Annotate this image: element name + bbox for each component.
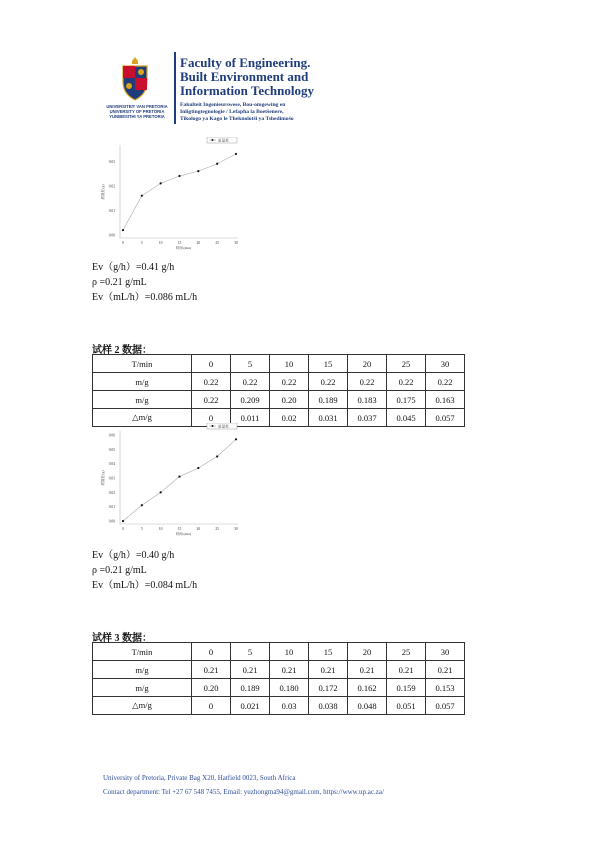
table-cell: 0 — [192, 643, 231, 661]
table-cell: 0.048 — [348, 697, 387, 715]
table-cell: 0.22 — [426, 373, 465, 391]
y-tick-label: 0.01 — [108, 505, 115, 510]
table-cell: 0.159 — [387, 679, 426, 697]
table-cell: 0.189 — [309, 391, 348, 409]
x-tick-label: 10 — [158, 527, 163, 531]
uni-name-sepedi: YUNIBESITHI YA PRETORIA — [109, 114, 165, 119]
faculty-title-line: Faculty of Engineering. — [180, 55, 311, 70]
row-header-cell: m/g — [93, 661, 192, 679]
table-cell: 0.21 — [270, 661, 309, 679]
table-cell: 20 — [348, 355, 387, 373]
table-cell: 0.22 — [192, 373, 231, 391]
sample-2-table — [92, 354, 465, 427]
series-line — [123, 439, 236, 521]
y-tick-label: 0.02 — [108, 184, 115, 189]
table-cell: 0.22 — [231, 373, 270, 391]
table-cell: 0.051 — [387, 697, 426, 715]
table-cell: 0.175 — [387, 391, 426, 409]
table-cell: 0.21 — [231, 661, 270, 679]
header-divider — [174, 52, 176, 124]
table-cell: 0.163 — [426, 391, 465, 409]
table-cell: 20 — [348, 643, 387, 661]
uni-name-afrikaans: UNIVERSITEIT VAN PRETORIA — [106, 104, 168, 109]
row-header-cell: △m/g — [93, 409, 192, 427]
table-cell: 0.22 — [192, 391, 231, 409]
table-cell: 0.21 — [426, 661, 465, 679]
data-point — [216, 455, 218, 457]
y-axis-label: 质量差 (g) — [101, 470, 105, 486]
chart-sample-2 — [96, 423, 246, 536]
faculty-subtitle — [180, 102, 420, 123]
table-cell: 0.057 — [426, 697, 465, 715]
table-row — [93, 373, 465, 391]
x-tick-label: 10 — [158, 241, 163, 245]
x-tick-label: 30 — [234, 241, 238, 245]
table-cell: 10 — [270, 643, 309, 661]
table-cell: 0.22 — [270, 373, 309, 391]
x-tick-label: 15 — [177, 241, 182, 245]
row-header-cell: T/min — [93, 643, 192, 661]
faculty-title-line: Information Technology — [180, 83, 314, 98]
data-point — [141, 504, 143, 506]
table-cell: 0.172 — [309, 679, 348, 697]
x-tick-label: 20 — [196, 241, 201, 245]
y-tick-label: 0.02 — [108, 490, 115, 495]
x-tick-label: 5 — [140, 241, 143, 245]
row-header-cell: T/min — [93, 355, 192, 373]
evaporation-rate-gh: Ev（g/h）=0.40 g/h — [92, 550, 175, 561]
university-crest-icon — [120, 56, 150, 102]
table-cell: 0.162 — [348, 679, 387, 697]
table-cell: 0.153 — [426, 679, 465, 697]
data-point — [178, 475, 180, 477]
table-cell: 0.045 — [387, 409, 426, 427]
table-cell: 0.038 — [309, 697, 348, 715]
table-cell: 0.22 — [309, 373, 348, 391]
x-tick-label: 25 — [215, 527, 219, 531]
table-row — [93, 355, 465, 373]
x-tick-label: 0 — [122, 241, 124, 245]
x-tick-label: 15 — [177, 527, 182, 531]
y-tick-label: 0.00 — [108, 519, 115, 524]
table-cell: 30 — [426, 643, 465, 661]
x-tick-label: 25 — [215, 241, 219, 245]
legend-label: 质量差 — [218, 424, 229, 429]
table-cell: 0.031 — [309, 409, 348, 427]
table-cell: 0.037 — [348, 409, 387, 427]
series-line — [123, 154, 236, 230]
table-cell: 5 — [231, 355, 270, 373]
table-cell: 0.189 — [231, 679, 270, 697]
data-point — [160, 491, 162, 493]
uni-name-english: UNIVERSITY OF PRETORIA — [109, 109, 165, 114]
footer-address: University of Pretoria, Private Bag X20, Hatfield 0023, South Africa — [103, 774, 296, 782]
table-cell: 25 — [387, 355, 426, 373]
faculty-title — [180, 56, 420, 98]
university-names — [102, 104, 172, 119]
table-cell: 0.209 — [231, 391, 270, 409]
table-cell: 0.057 — [426, 409, 465, 427]
y-tick-label: 0.03 — [108, 159, 115, 164]
table-cell: 0.22 — [387, 373, 426, 391]
table-cell: 0.011 — [231, 409, 270, 427]
table-cell: 0.02 — [270, 409, 309, 427]
legend-label: 质量差 — [218, 138, 229, 143]
table-row — [93, 679, 465, 697]
sample-3-table — [92, 642, 465, 715]
legend-marker — [212, 425, 214, 427]
row-header-cell: m/g — [93, 391, 192, 409]
faculty-subtitle-line: Fakulteit Ingenieurswese, Bou-omgewing en — [180, 102, 286, 108]
x-axis-label: 时间 (min) — [175, 246, 192, 250]
x-tick-label: 20 — [196, 527, 201, 531]
table-cell: 0.20 — [270, 391, 309, 409]
x-tick-label: 5 — [140, 527, 143, 531]
sample-3-title: 试样 3 数据： — [92, 633, 152, 644]
y-tick-label: 0.03 — [108, 476, 115, 481]
table-cell: 0.22 — [348, 373, 387, 391]
table-row — [93, 697, 465, 715]
data-point — [141, 195, 143, 197]
table-cell: 0.183 — [348, 391, 387, 409]
table-cell: 15 — [309, 643, 348, 661]
table-cell: 15 — [309, 355, 348, 373]
table-cell: 0 — [192, 409, 231, 427]
table-cell: 0.021 — [231, 697, 270, 715]
letterhead — [102, 52, 522, 132]
footer-contact: Contact department: Tel +27 67 548 7455, Email: yuzhongma94@gmail.com, https://www.up.ac.za/ — [103, 788, 384, 796]
evaporation-rate-gh: Ev（g/h）=0.41 g/h — [92, 262, 175, 273]
table-cell: 0.21 — [192, 661, 231, 679]
data-point — [235, 153, 237, 155]
x-tick-label: 0 — [122, 527, 124, 531]
evaporation-rate-mlh: Ev（mL/h）=0.086 mL/h — [92, 292, 198, 303]
data-point — [235, 438, 237, 440]
y-tick-label: 0.00 — [108, 233, 115, 238]
data-point — [122, 520, 124, 522]
result-sample-2 — [92, 548, 197, 593]
row-header-cell: △m/g — [93, 697, 192, 715]
data-point — [122, 229, 124, 231]
x-tick-label: 30 — [234, 527, 238, 531]
faculty-subtitle-line: Inligtingtegnologie / Lefapha la Boetšenere, — [180, 109, 284, 115]
x-axis-label: 时间 (min) — [175, 532, 192, 536]
table-row — [93, 643, 465, 661]
result-sample-1 — [92, 260, 197, 305]
row-header-cell: m/g — [93, 373, 192, 391]
table-cell: 0.21 — [348, 661, 387, 679]
table-cell: 0.20 — [192, 679, 231, 697]
data-point — [216, 163, 218, 165]
row-header-cell: m/g — [93, 679, 192, 697]
y-tick-label: 0.06 — [108, 433, 115, 438]
evaporation-rate-mlh: Ev（mL/h）=0.084 mL/h — [92, 580, 198, 591]
table-cell: 5 — [231, 643, 270, 661]
data-point — [197, 467, 199, 469]
chart-axes — [120, 145, 238, 238]
table-cell: 0 — [192, 697, 231, 715]
table-cell: 10 — [270, 355, 309, 373]
density: ρ =0.21 g/mL — [92, 565, 147, 576]
table-row — [93, 391, 465, 409]
faculty-title-line: Built Environment and — [180, 69, 309, 84]
data-point — [160, 182, 162, 184]
table-cell: 0.03 — [270, 697, 309, 715]
y-axis-label: 质量差 (g) — [101, 184, 105, 200]
data-point — [178, 175, 180, 177]
y-tick-label: 0.04 — [108, 462, 115, 467]
chart-sample-1 — [96, 137, 246, 250]
density: ρ =0.21 g/mL — [92, 277, 147, 288]
table-cell: 25 — [387, 643, 426, 661]
data-point — [197, 170, 199, 172]
table-cell: 0.21 — [309, 661, 348, 679]
sample-2-title: 试样 2 数据： — [92, 345, 152, 356]
table-cell: 0.21 — [387, 661, 426, 679]
y-tick-label: 0.05 — [108, 447, 115, 452]
table-cell: 0 — [192, 355, 231, 373]
table-cell: 30 — [426, 355, 465, 373]
table-row — [93, 661, 465, 679]
footer — [103, 771, 384, 799]
faculty-subtitle-line: Tikologo ya Kago le Theknolotši ya Tshedimošo — [180, 116, 294, 122]
y-tick-label: 0.01 — [108, 208, 115, 213]
table-cell: 0.180 — [270, 679, 309, 697]
legend-marker — [212, 139, 214, 141]
